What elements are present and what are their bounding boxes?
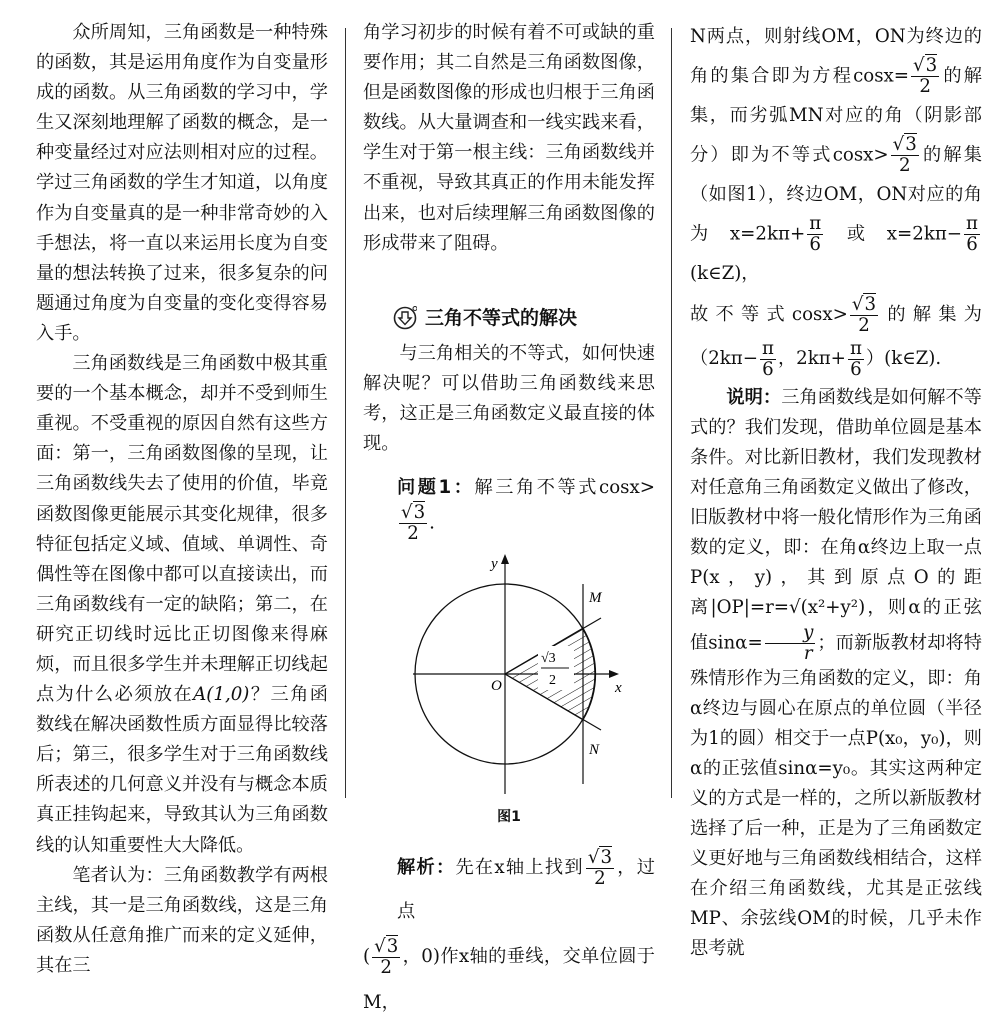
axis-label-y: y <box>491 556 498 573</box>
fraction: $\frac{√3}{2}$ <box>401 502 426 545</box>
problem-label: 问题1： <box>397 477 475 499</box>
section-heading-text: 三角不等式的解决 <box>425 306 578 329</box>
y-axis-arrow-icon <box>501 554 509 564</box>
paragraph: 众所周知，三角函数是一种特殊的函数，其是运用角度作为自变量形成的函数。从三角函数的学习中，学生又深刻地理解了函数的概念，是一种变量经过对应法则相对应的过程。学过三角函数的学生才知道，以角度作为自变量真的是一种非常奇妙的入手想法，将一直以来运用长度为自变量的想法转换了过来，很多复杂的问题通过角度为自变量的变化变得容易入手。 <box>36 22 328 344</box>
analysis-paragraph: 解析：先在x轴上找到 $\frac{√3}{2}$ ，过点 <box>397 846 655 923</box>
fraction: $\frac{√3}{2}$ <box>851 293 877 336</box>
fraction-numerator: √3 <box>541 651 556 667</box>
point-label: A(1,0) <box>193 684 250 706</box>
fraction: $\frac{√3}{2}$ <box>913 55 938 98</box>
paragraph <box>36 349 328 861</box>
paragraph: 角学习初步的时候有着不可或缺的重要作用；其二自然是三角函数图像，但是函数图像的形成也归根于三角函数线。从大量调查和一线实践来看，学生对于第一根主线：三角函数线并不重视，导致其真正的作用未能发挥出来，也对后续理解三角函数图像的形成带来了阻碍。 <box>363 22 655 254</box>
note-label: 说明： <box>726 387 782 409</box>
figure-unit-circle <box>363 554 655 804</box>
fraction: $\frac{\pi}{6}$ <box>849 337 862 380</box>
x-axis-arrow-icon <box>609 670 619 678</box>
axis-label-x: x <box>615 680 622 697</box>
column-rule <box>345 28 346 798</box>
fraction: $\frac{√3}{2}$ <box>587 846 613 889</box>
fraction: $\frac{\pi}{6}$ <box>966 213 979 256</box>
paragraph: 笔者认为：三角函数教学有两根主线，其一是三角函数线，这是三角函数从任意角推广而来的定义延伸，其在三 <box>36 864 328 976</box>
origin-label: O <box>491 678 502 695</box>
column-2 <box>363 18 655 1026</box>
fraction: $\frac{√3}{2}$ <box>374 935 399 978</box>
fraction: $\frac{y}{r}$ <box>765 623 816 664</box>
unit-circle-diagram <box>363 554 655 804</box>
fraction: $\frac{\pi}{6}$ <box>809 213 822 256</box>
column-1 <box>36 18 328 981</box>
point-label-N: N <box>589 742 600 759</box>
paragraph: 故不等式cosx> $\frac{√3}{2}$ 的解集为（2kπ− $\frac{\pi}{6}$ ，2kπ+ $\frac{\pi}{6}$ ）(k∈Z). <box>690 293 982 380</box>
analysis-paragraph-cont: ( $\frac{√3}{2}$ ，0)作x轴的垂线，交单位圆于M， <box>363 935 655 1014</box>
column-3 <box>690 18 982 964</box>
problem-statement: 问题1：解三角不等式cosx> $\frac{√3}{2}$ . <box>397 477 656 545</box>
text-span: ？三角函数线在解决函数性质方面显得比较落后；第三，很多学生对于三角函数线所表述的几何意义并没有与概念本质真正挂钩起来，导致其认为三角函数线的认知重要性大大降低。 <box>36 684 328 856</box>
fraction: $\frac{\pi}{6}$ <box>761 337 774 380</box>
text-span: 三角函数线是三角函数中极其重要的一个基本概念，却并不受到师生重视。不受重视的原因自然有这些方面：第一，三角函数图像的呈现，让三角函数线失去了使用的价值，毕竟函数图像更能展示其变化规律，很多特征包括定义域、值域、单调性、奇偶性等在图像中都可以直接读出，而三角函数线有一定的缺陷；第二，在研究正切线时远比正切图像来得麻烦，而且很多学生并未理解正切线起点为什么必须放在 <box>36 353 328 706</box>
fraction-denominator: 2 <box>549 673 556 689</box>
paragraph: N两点，则射线OM，ON为终边的角的集合即为方程cosx= $\frac{√3}{2}$ 的解集，而劣弧MN对应的角（阴影部分）即为不等式cosx> $\frac{√3}{2}$ 的解集（如图1），终边OM，ON对应的角为x=2kπ+ $\frac{\pi}{6}$ 或x=2kπ− $\frac{\pi}{6}$ (k∈Z)， <box>690 26 982 285</box>
section-heading <box>393 303 655 333</box>
note-paragraph: 说明：三角函数线是如何解不等式的？我们发现，借助单位圆是基本条件。对比新旧教材，我们发现教材对任意角三角函数定义做出了修改，旧版教材中将一般化情形作为三角函数的定义，即：在角α终边上取一点P(x，y)，其到原点O的距离|OP|=r=√(x²+y²)，则α的正弦值sinα= $\frac{y}{r}$ ；而新版教材却将特殊情形作为三角函数的定义，即：角α终边与圆心在原点的单位圆（半径为1的圆）相交于一点P(x₀，y₀)，则α的正弦值sinα=y₀。其实这两种定义的方式是一样的，之所以新版教材选择了后一种，正是为了三角函数定义更好地与三角函数线相结合，这样在介绍三角函数线，尤其是正弦线MP、余弦线OM的时候，几乎未作思考就 <box>690 387 982 960</box>
analysis-label: 解析： <box>397 857 456 879</box>
down-arrow-circle-icon <box>393 306 417 330</box>
figure-caption: 图1 <box>497 809 521 826</box>
paragraph: 与三角相关的不等式，如何快速解决呢？可以借助三角函数线来思考，这正是三角函数定义最直接的体现。 <box>363 342 655 455</box>
point-label-M: M <box>589 590 602 607</box>
problem-text: 解三角不等式cosx> <box>474 477 656 499</box>
column-rule <box>671 28 672 798</box>
fraction: $\frac{√3}{2}$ <box>892 134 917 177</box>
